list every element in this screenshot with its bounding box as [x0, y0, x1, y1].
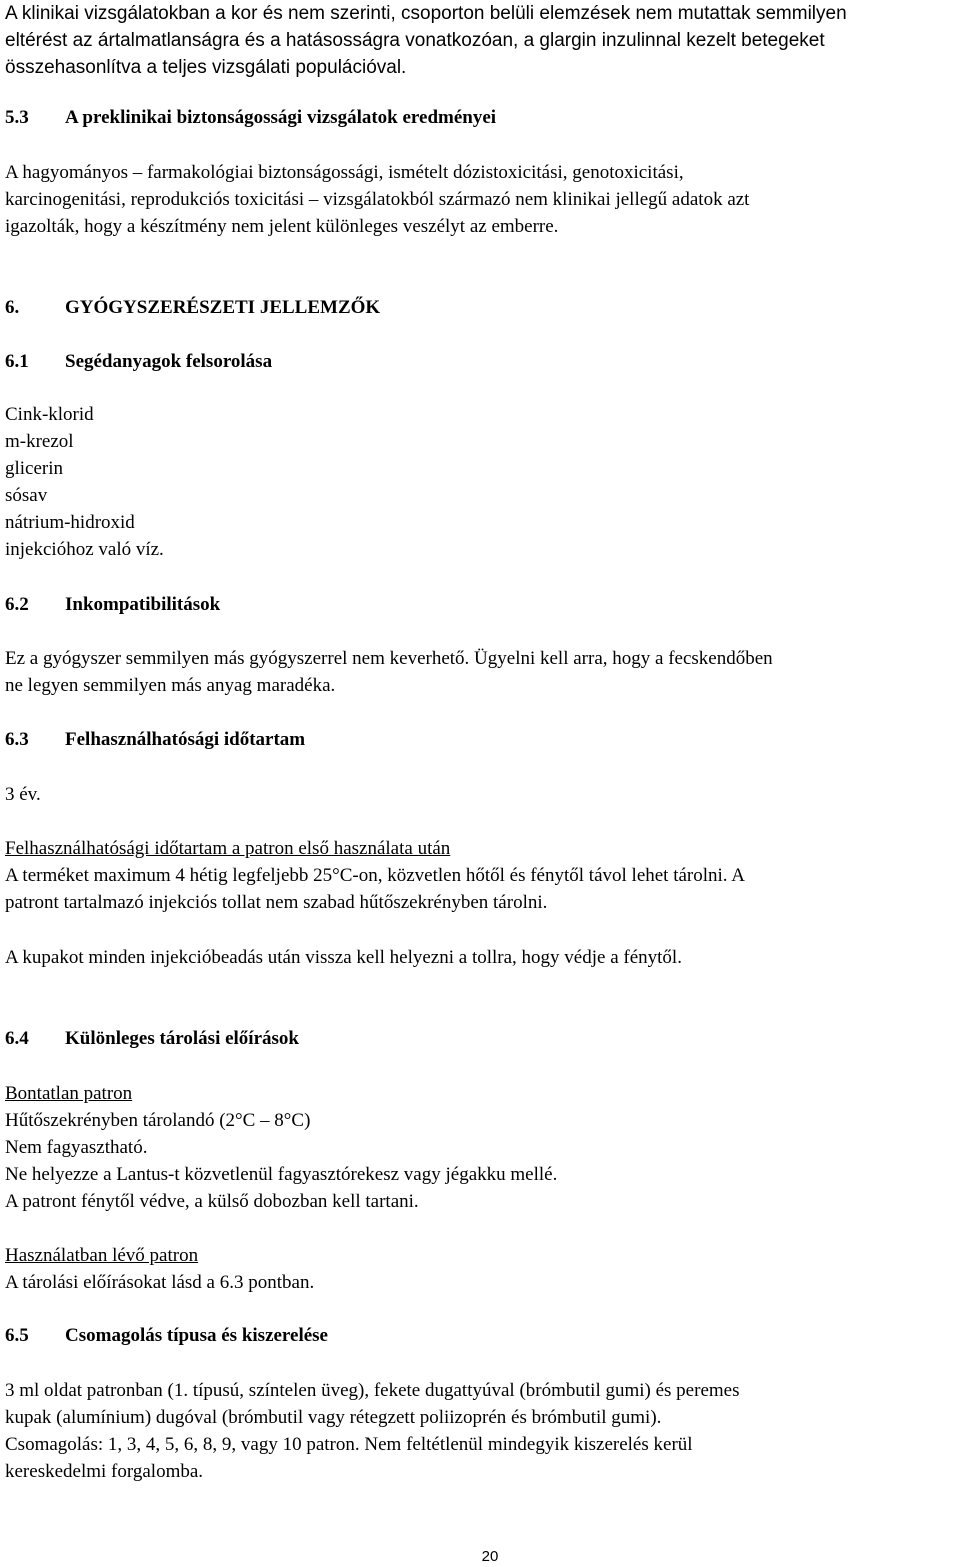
- paragraph-line: A patront fénytől védve, a külső dobozban kell tartani.: [5, 1191, 419, 1212]
- paragraph-line: Hűtőszekrényben tárolandó (2°C – 8°C): [5, 1110, 311, 1131]
- paragraph-line: A terméket maximum 4 hétig legfeljebb 25°C-on, közvetlen hőtől és fénytől távol lehet tárolni. A: [5, 865, 745, 886]
- section-title: Csomagolás típusa és kiszerelése: [65, 1325, 328, 1346]
- paragraph-line: A tárolási előírásokat lásd a 6.3 pontban.: [5, 1272, 315, 1293]
- section-title: Inkompatibilitások: [65, 594, 221, 615]
- section-6-1-heading: [5, 348, 272, 375]
- section-title: A preklinikai biztonságossági vizsgálatok eredményei: [65, 107, 497, 128]
- subheading: Használatban lévő patron: [5, 1245, 199, 1266]
- section-6-2-body: [5, 645, 773, 699]
- section-title: GYÓGYSZERÉSZETI JELLEMZŐK: [65, 297, 381, 318]
- paragraph-line: ne legyen semmilyen más anyag maradéka.: [5, 675, 336, 696]
- paragraph-line: Ne helyezze a Lantus-t közvetlenül fagyasztórekesz vagy jégakku mellé.: [5, 1164, 558, 1185]
- section-number: 6.5: [5, 1325, 29, 1346]
- paragraph-line: Ez a gyógyszer semmilyen más gyógyszerrel nem keverhető. Ügyelni kell arra, hogy a fecskendőben: [5, 648, 773, 669]
- section-number: 6.4: [5, 1028, 29, 1049]
- shelf-life-value: [5, 781, 41, 808]
- section-5-3-body: [5, 159, 749, 240]
- section-6-4-heading: [5, 1025, 299, 1052]
- paragraph-line: 3 ml oldat patronban (1. típusú, színtelen üveg), fekete dugattyúval (brómbutil gumi) és peremes: [5, 1380, 740, 1401]
- section-number: 5.3: [5, 107, 29, 128]
- paragraph-line: karcinogenitási, reprodukciós toxicitási – vizsgálatokból származó nem klinikai jellegű adatok azt: [5, 189, 750, 210]
- page-number: 20: [481, 1548, 499, 1565]
- intro-line: összehasonlítva a teljes vizsgálati populációval.: [5, 57, 407, 78]
- section-6-3-note: [5, 944, 682, 971]
- section-title: Különleges tárolási előírások: [65, 1028, 299, 1049]
- paragraph-line: Nem fagyasztható.: [5, 1137, 148, 1158]
- unopened-cartridge-block: [5, 1080, 557, 1215]
- section-6-3-body: [5, 835, 745, 916]
- section-number: 6.3: [5, 729, 29, 750]
- paragraph-line: igazolták, hogy a készítmény nem jelent különleges veszélyt az emberre.: [5, 216, 559, 237]
- section-6-heading: [5, 294, 380, 321]
- list-item: glicerin: [5, 458, 64, 479]
- section-6-5-body: [5, 1377, 739, 1485]
- section-6-3-heading: [5, 726, 305, 753]
- in-use-cartridge-block: [5, 1242, 314, 1296]
- paragraph-line: Csomagolás: 1, 3, 4, 5, 6, 8, 9, vagy 10 patron. Nem feltétlenül mindegyik kiszerelés kerül: [5, 1434, 693, 1455]
- list-item: injekcióhoz való víz.: [5, 539, 164, 560]
- section-title: Felhasználhatósági időtartam: [65, 729, 306, 750]
- paragraph-line: kupak (alumínium) dugóval (brómbutil vagy rétegzett poliizoprén és brómbutil gumi).: [5, 1407, 662, 1428]
- intro-line: A klinikai vizsgálatokban a kor és nem szerinti, csoporton belüli elemzések nem mutattak semmilyen: [5, 3, 847, 24]
- section-number: 6.: [5, 297, 20, 318]
- list-item: m-krezol: [5, 431, 74, 452]
- paragraph-line: patront tartalmazó injekciós tollat nem szabad hűtőszekrényben tárolni.: [5, 892, 548, 913]
- excipient-list: [5, 401, 164, 563]
- intro-line: eltérést az ártalmatlanságra és a hatásosságra vonatkozóan, a glargin inzulinnal kezelt betegeket: [5, 30, 825, 51]
- list-item: sósav: [5, 485, 48, 506]
- section-title: Segédanyagok felsorolása: [65, 351, 273, 372]
- section-number: 6.2: [5, 594, 29, 615]
- section-6-5-heading: [5, 1322, 328, 1349]
- subheading: Felhasználhatósági időtartam a patron első használata után: [5, 838, 451, 859]
- section-number: 6.1: [5, 351, 29, 372]
- paragraph-line: 3 év.: [5, 784, 41, 805]
- section-6-2-heading: [5, 591, 220, 618]
- list-item: Cink-klorid: [5, 404, 94, 425]
- subheading: Bontatlan patron: [5, 1083, 133, 1104]
- paragraph-line: A hagyományos – farmakológiai biztonságossági, ismételt dózistoxicitási, genotoxicitási,: [5, 162, 684, 183]
- section-5-3-heading: [5, 104, 496, 131]
- paragraph-line: A kupakot minden injekcióbeadás után vissza kell helyezni a tollra, hogy védje a fénytől.: [5, 947, 682, 968]
- list-item: nátrium-hidroxid: [5, 512, 135, 533]
- intro-paragraph: [5, 0, 847, 81]
- paragraph-line: kereskedelmi forgalomba.: [5, 1461, 204, 1482]
